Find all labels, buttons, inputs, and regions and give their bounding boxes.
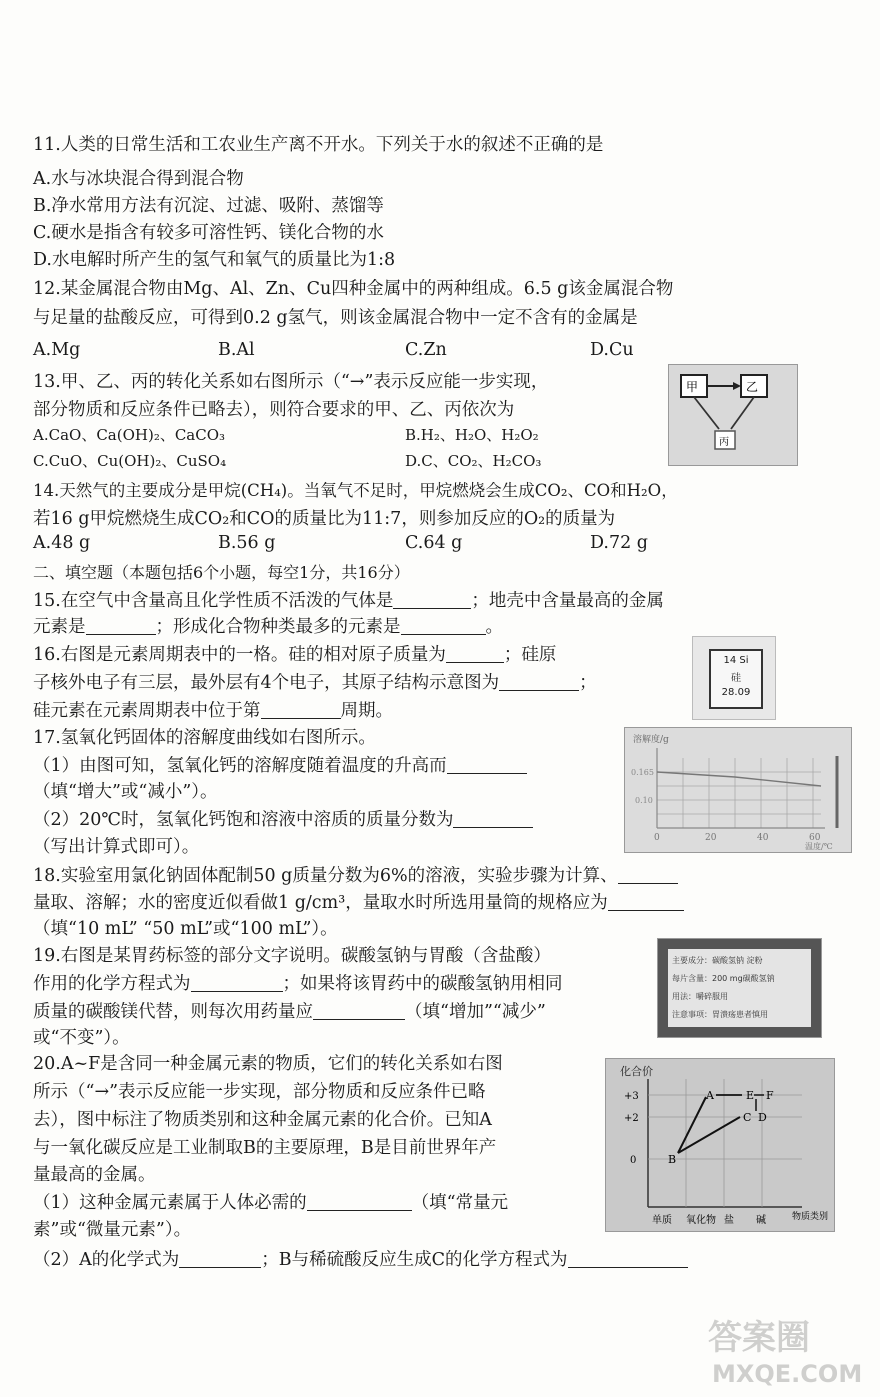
q12-option-a: A.Mg <box>33 340 81 360</box>
node-B: B <box>668 1153 677 1166</box>
q20-line3: 去），图中标注了物质类别和这种金属元素的化合价。已知A <box>33 1110 492 1130</box>
q20-line5: 量最高的金属。 <box>33 1165 156 1185</box>
q17-part2-line1: （2）20℃时，氢氧化钙饱和溶液中溶质的质量分数为 <box>33 806 533 831</box>
q13-option-d: D.C、CO₂、H₂CO₃ <box>405 452 542 470</box>
atomic-mass: 28.09 <box>721 687 751 698</box>
chart-xtick-40: 40 <box>757 833 769 843</box>
element-name: 硅 <box>731 673 741 684</box>
periodic-cell <box>709 649 763 709</box>
q12-stem-line2: 与足量的盐酸反应，可得到0.2 g氢气，则该金属混合物中一定不含有的金属是 <box>33 308 638 328</box>
q13-conversion-diagram <box>668 364 798 466</box>
node-yi-label: 乙 <box>746 380 759 394</box>
q13-stem-line1: 13.甲、乙、丙的转化关系如右图所示（“→”表示反应能一步实现， <box>33 372 549 392</box>
q11-option-b: B.净水常用方法有沉淀、过滤、吸附、蒸馏等 <box>33 196 384 216</box>
label-card <box>668 949 811 1027</box>
q17-blank-1[interactable] <box>447 756 527 775</box>
q12-option-b: B.Al <box>218 340 255 360</box>
q11-option-c: C.硬水是指含有较多可溶性钙、镁化合物的水 <box>33 223 384 243</box>
q18-line2: 量取、溶解；水的密度近似看做1 g/cm³，量取水时所选用量筒的规格应为 <box>33 889 684 914</box>
q13-option-b: B.H₂、H₂O、H₂O₂ <box>405 426 539 444</box>
label-row-ingredient: 主要成分：碳酸氢钠 淀粉 <box>672 956 763 965</box>
q19-line4: 或“不变”）。 <box>33 1028 130 1048</box>
label-row-dose: 每片含量：200 mg碳酸氢钠 <box>672 974 775 983</box>
q20-line2: 所示（“→”表示反应能一步实现，部分物质和反应条件已略 <box>33 1082 486 1102</box>
valence-plus3: +3 <box>624 1091 639 1102</box>
q16-blank-3[interactable] <box>261 701 341 720</box>
q16-blank-1[interactable] <box>446 645 504 664</box>
q14-stem-line2: 若16 g甲烷燃烧生成CO₂和CO的质量比为11:7，则参加反应的O₂的质量为 <box>33 509 616 529</box>
q17-part2-line2: （写出计算式即可）。 <box>33 837 200 857</box>
node-D: D <box>758 1111 767 1124</box>
q18-line3: （填“10 mL” “50 mL”或“100 mL”）。 <box>33 919 338 939</box>
atomic-number: 14 <box>723 655 737 666</box>
chart-xtick-20: 20 <box>705 833 717 843</box>
xcat-salt: 盐 <box>724 1215 734 1226</box>
arrowhead-jia-yi <box>733 382 741 390</box>
watermark-logo: 答案圈 <box>708 1318 810 1358</box>
valence-zero: 0 <box>630 1155 637 1166</box>
q16-line2: 子核外电子有三层，最外层有4个电子，其原子结构示意图为 ； <box>33 673 597 693</box>
q19-line3: 质量的碳酸镁代替，则每次用药量应 （填“增加”“减少” <box>33 1002 546 1022</box>
q20-part2-line: （2）A的化学式为 ；B与稀硫酸反应生成C的化学方程式为 <box>33 1246 688 1271</box>
q19-medicine-label <box>657 938 822 1038</box>
q13-diagram-svg <box>669 365 797 465</box>
label-row-caution: 注意事项：胃溃疡患者慎用 <box>672 1010 768 1019</box>
q16-blank-2[interactable] <box>499 673 579 692</box>
node-bing-label: 丙 <box>719 437 729 448</box>
q11-option-a: A.水与冰块混合得到混合物 <box>33 169 244 189</box>
chart-ytick-1: 0.165 <box>631 768 654 777</box>
q14-stem-line1: 14.天然气的主要成分是甲烷(CH₄)。当氧气不足时，甲烷燃烧会生成CO₂、CO和H₂O， <box>33 481 678 500</box>
q15-blank-1[interactable] <box>393 591 471 610</box>
node-C: C <box>743 1111 752 1124</box>
chart-xlabel: 温度/℃ <box>805 842 833 851</box>
element-symbol: Si <box>739 655 749 666</box>
solubility-chart-svg <box>625 728 851 852</box>
q12-option-c: C.Zn <box>405 340 447 360</box>
q14-option-a: A.48 g <box>33 533 91 553</box>
chart-ylabel: 溶解度/g <box>633 735 669 745</box>
q19-line2: 作用的化学方程式为 ；如果将该胃药中的碳酸氢钠用相同 <box>33 974 563 994</box>
node-jia-label: 甲 <box>686 380 699 394</box>
node-F: F <box>766 1089 774 1102</box>
q17-blank-2[interactable] <box>453 810 533 829</box>
q18-blank-2[interactable] <box>608 893 684 912</box>
q20-part1-line1: （1）这种金属元素属于人体必需的 （填“常量元 <box>33 1193 509 1213</box>
q19-blank-1[interactable] <box>191 974 283 993</box>
q17-part1-line2: （填“增大”或“减小”）。 <box>33 782 218 802</box>
valence-plus2: +2 <box>624 1113 639 1124</box>
watermark-url: MXQE.COM <box>712 1360 863 1388</box>
q20-blank-2[interactable] <box>179 1250 261 1269</box>
q16-periodic-cell-figure <box>692 636 776 720</box>
q15-blank-3[interactable] <box>401 617 486 636</box>
q14-option-b: B.56 g <box>218 533 276 553</box>
chart-grid <box>657 758 821 828</box>
q16-line1: 16.右图是元素周期表中的一格。硅的相对原子质量为 ；硅原 <box>33 645 557 665</box>
q20-blank-1[interactable] <box>307 1193 412 1212</box>
q15-line1: 15.在空气中含量高且化学性质不活泼的气体是 ；地壳中含量最高的金属 <box>33 591 664 611</box>
chart-xtick-0: 0 <box>654 833 660 843</box>
q20-blank-3[interactable] <box>568 1250 688 1269</box>
chart-xtick-60: 60 <box>809 833 821 843</box>
q20-line1: 20.A~F是含同一种金属元素的物质，它们的转化关系如右图 <box>33 1054 503 1074</box>
q11-option-d: D.水电解时所产生的氢气和氧气的质量比为1:8 <box>33 250 396 270</box>
node-E: E <box>746 1089 755 1102</box>
q17-part1-line1: （1）由图可知，氢氧化钙的溶解度随着温度的升高而 <box>33 752 527 777</box>
q20-part1-line2: 素”或“微量元素”）。 <box>33 1220 192 1240</box>
q18-blank-1[interactable] <box>618 866 678 885</box>
valence-diagram-svg <box>606 1059 834 1231</box>
node-A: A <box>706 1089 714 1102</box>
section-fill-blank-heading: 二、填空题（本题包括6个小题，每空1分，共16分） <box>33 563 410 582</box>
label-row-usage: 用法：嚼碎服用 <box>672 992 728 1001</box>
q19-blank-2[interactable] <box>313 1002 405 1021</box>
xcat-oxide: 氧化物 <box>686 1215 716 1226</box>
xcat-element: 单质 <box>652 1215 672 1226</box>
q11-stem: 11.人类的日常生活和工农业生产离不开水。下列关于水的叙述不正确的是 <box>33 135 604 155</box>
q14-option-c: C.64 g <box>405 533 463 553</box>
q15-blank-2[interactable] <box>86 617 156 636</box>
q20-valence-diagram <box>605 1058 835 1232</box>
q17-stem: 17.氢氧化钙固体的溶解度曲线如右图所示。 <box>33 728 376 748</box>
solubility-curve <box>657 772 821 786</box>
q14-option-d: D.72 g <box>590 533 649 553</box>
q12-stem-line1: 12.某金属混合物由Mg、Al、Zn、Cu四种金属中的两种组成。6.5 g该金属混合物 <box>33 279 674 299</box>
diagram-ylabel: 化合价 <box>620 1065 653 1078</box>
arrow-jia-bing <box>694 397 719 429</box>
arrow-yi-bing <box>731 397 754 429</box>
q15-line2: 元素是 ；形成化合物种类最多的元素是 。 <box>33 617 503 637</box>
chart-ytick-2: 0.10 <box>635 796 653 805</box>
q13-stem-line2: 部分物质和反应条件已略去），则符合要求的甲、乙、丙依次为 <box>33 400 515 420</box>
q13-option-c: C.CuO、Cu(OH)₂、CuSO₄ <box>33 452 227 470</box>
diagram-xlabel: 物质类别 <box>792 1212 829 1222</box>
q13-option-a: A.CaO、Ca(OH)₂、CaCO₃ <box>33 426 226 444</box>
q18-line1: 18.实验室用氯化钠固体配制50 g质量分数为6%的溶液，实验步骤为计算、 <box>33 862 678 887</box>
q20-line4: 与一氧化碳反应是工业制取B的主要原理，B是目前世界年产 <box>33 1138 497 1158</box>
q17-solubility-chart <box>624 727 852 853</box>
diagram-grid <box>648 1079 802 1207</box>
xcat-base: 碱 <box>756 1215 766 1226</box>
q12-option-d: D.Cu <box>590 340 634 360</box>
q19-line1: 19.右图是某胃药标签的部分文字说明。碳酸氢钠与胃酸（含盐酸） <box>33 946 551 966</box>
q16-line3: 硅元素在元素周期表中位于第 周期。 <box>33 701 393 721</box>
